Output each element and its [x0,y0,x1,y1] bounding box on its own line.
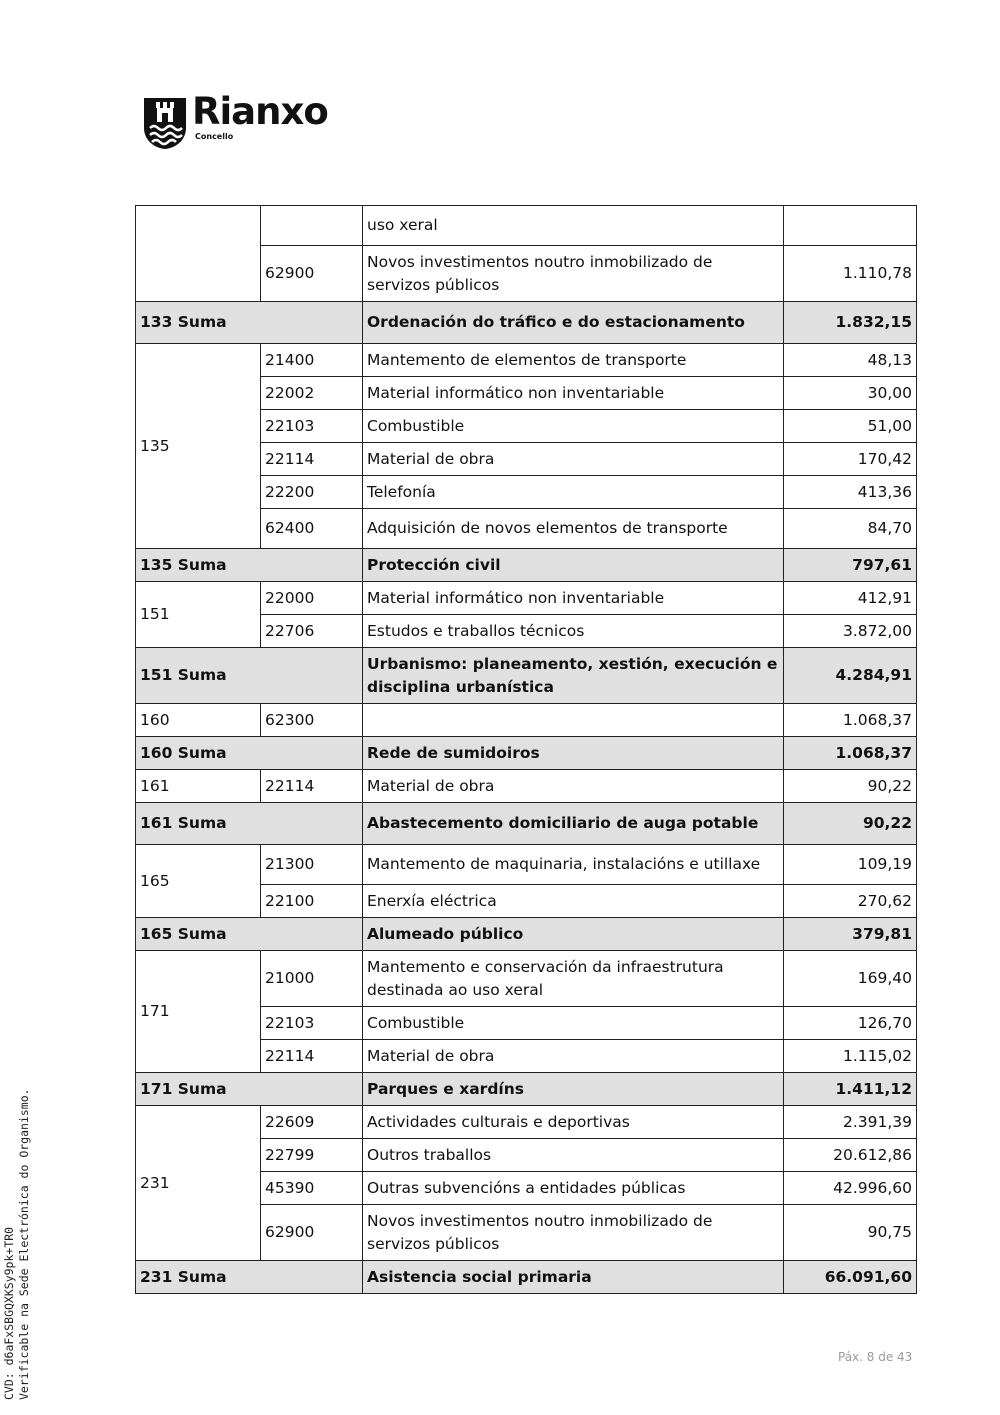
item-amount: 170,42 [784,443,917,476]
program-code: 160 [136,704,261,737]
table-sum-row [136,918,917,951]
item-amount: 109,19 [784,845,917,885]
sum-description: Abastecemento domiciliario de auga potable [363,803,784,845]
item-amount: 1.115,02 [784,1040,917,1073]
item-amount: 413,36 [784,476,917,509]
program-code: 151 [136,582,261,648]
item-amount: 42.996,60 [784,1172,917,1205]
program-code: 165 [136,845,261,918]
economic-code: 22706 [261,615,363,648]
item-description: Material de obra [363,443,784,476]
program-code [136,206,261,302]
sum-label: 165 Suma [136,918,363,951]
item-description: Enerxía eléctrica [363,885,784,918]
item-amount [784,206,917,246]
table-row [136,770,917,803]
sum-description: Parques e xardíns [363,1073,784,1106]
item-description: Material informático non inventariable [363,377,784,410]
economic-code: 21400 [261,344,363,377]
economic-code: 22002 [261,377,363,410]
economic-code: 22103 [261,1007,363,1040]
item-description [363,704,784,737]
item-description: Mantemento e conservación da infraestrutura destinada ao uso xeral [363,951,784,1007]
program-code: 171 [136,951,261,1073]
item-amount: 126,70 [784,1007,917,1040]
program-code: 231 [136,1106,261,1261]
budget-table [135,205,917,1294]
sum-amount: 1.832,15 [784,302,917,344]
item-description: Novos investimentos noutro inmobilizado de servizos públicos [363,1205,784,1261]
item-amount: 1.068,37 [784,704,917,737]
item-description: Outras subvencións a entidades públicas [363,1172,784,1205]
logo-wordmark: Rianxo [192,90,328,133]
item-description: Material de obra [363,1040,784,1073]
verification-code: CVD: d6aFxSBGQXKSy9pk+TR0 [2,1226,16,1400]
economic-code: 22103 [261,410,363,443]
item-amount: 270,62 [784,885,917,918]
item-amount: 169,40 [784,951,917,1007]
item-description: Combustible [363,1007,784,1040]
item-amount: 48,13 [784,344,917,377]
item-description: Telefonía [363,476,784,509]
sum-description: Urbanismo: planeamento, xestión, execución e disciplina urbanística [363,648,784,704]
table-sum-row [136,648,917,704]
item-amount: 20.612,86 [784,1139,917,1172]
item-description: Combustible [363,410,784,443]
program-code: 161 [136,770,261,803]
economic-code: 62300 [261,704,363,737]
item-description: Estudos e traballos técnicos [363,615,784,648]
item-description: Novos investimentos noutro inmobilizado de servizos públicos [363,246,784,302]
item-amount: 1.110,78 [784,246,917,302]
economic-code: 22000 [261,582,363,615]
sum-label: 161 Suma [136,803,363,845]
logo [142,90,342,152]
item-description: Mantemento de elementos de transporte [363,344,784,377]
sum-description: Protección civil [363,549,784,582]
table-sum-row [136,549,917,582]
economic-code: 22114 [261,770,363,803]
sum-amount: 4.284,91 [784,648,917,704]
table-row [136,951,917,1007]
table-row [136,704,917,737]
item-description: Material de obra [363,770,784,803]
item-description: Outros traballos [363,1139,784,1172]
sum-label: 171 Suma [136,1073,363,1106]
item-amount: 30,00 [784,377,917,410]
table-sum-row [136,1261,917,1294]
item-amount: 51,00 [784,410,917,443]
page-number: Páx. 8 de 43 [838,1350,913,1364]
sum-description: Ordenación do tráfico e do estacionamento [363,302,784,344]
shield-logo-icon [142,96,188,150]
sum-amount: 66.091,60 [784,1261,917,1294]
item-description: Adquisición de novos elementos de transporte [363,509,784,549]
sum-amount: 797,61 [784,549,917,582]
item-description: uso xeral [363,206,784,246]
economic-code: 62900 [261,1205,363,1261]
item-amount: 90,22 [784,770,917,803]
economic-code: 22609 [261,1106,363,1139]
item-amount: 90,75 [784,1205,917,1261]
logo-subtitle: Concello [195,132,234,141]
economic-code [261,206,363,246]
sum-amount: 379,81 [784,918,917,951]
verification-sidebar [2,1088,32,1400]
table-row [136,206,917,246]
sum-amount: 1.068,37 [784,737,917,770]
sum-label: 151 Suma [136,648,363,704]
item-amount: 2.391,39 [784,1106,917,1139]
economic-code: 62900 [261,246,363,302]
economic-code: 62400 [261,509,363,549]
economic-code: 45390 [261,1172,363,1205]
item-amount: 412,91 [784,582,917,615]
economic-code: 22100 [261,885,363,918]
sum-description: Asistencia social primaria [363,1261,784,1294]
sum-label: 133 Suma [136,302,363,344]
table-row [136,1106,917,1139]
economic-code: 22114 [261,443,363,476]
budget-table-body [136,206,917,1294]
sum-amount: 1.411,12 [784,1073,917,1106]
table-row [136,845,917,885]
item-amount: 84,70 [784,509,917,549]
economic-code: 21000 [261,951,363,1007]
table-sum-row [136,803,917,845]
economic-code: 22799 [261,1139,363,1172]
table-row [136,582,917,615]
sum-label: 135 Suma [136,549,363,582]
table-sum-row [136,737,917,770]
verification-note: Verificable na Sede Electrónica do Organismo. [17,1088,31,1400]
sum-label: 160 Suma [136,737,363,770]
economic-code: 22200 [261,476,363,509]
sum-description: Alumeado público [363,918,784,951]
economic-code: 22114 [261,1040,363,1073]
item-amount: 3.872,00 [784,615,917,648]
item-description: Actividades culturais e deportivas [363,1106,784,1139]
sum-label: 231 Suma [136,1261,363,1294]
item-description: Mantemento de maquinaria, instalacións e utillaxe [363,845,784,885]
item-description: Material informático non inventariable [363,582,784,615]
table-row [136,344,917,377]
sum-description: Rede de sumidoiros [363,737,784,770]
economic-code: 21300 [261,845,363,885]
sum-amount: 90,22 [784,803,917,845]
table-sum-row [136,1073,917,1106]
program-code: 135 [136,344,261,549]
table-sum-row [136,302,917,344]
